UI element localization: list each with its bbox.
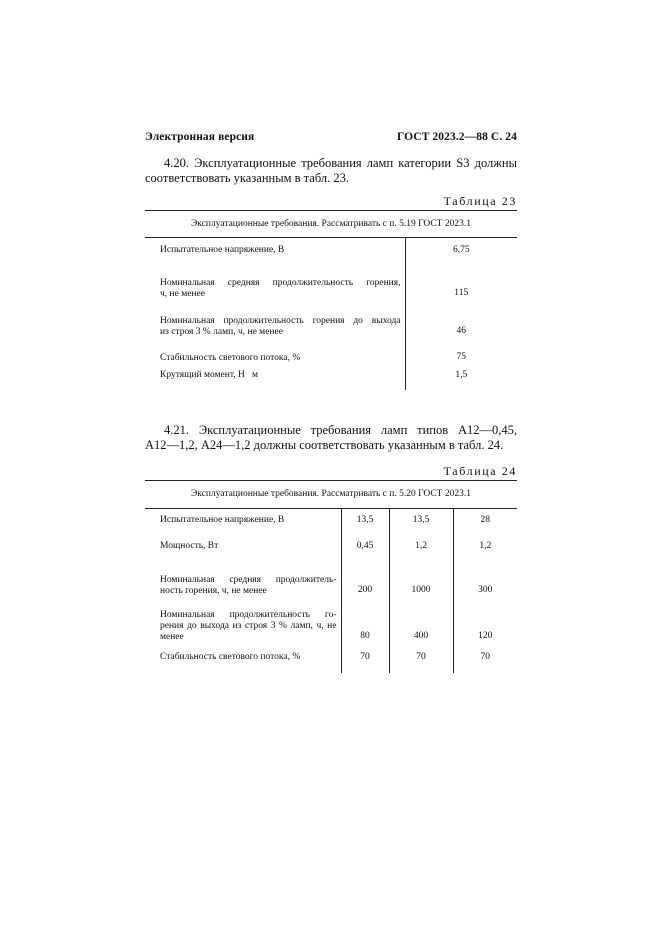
row-label: Номинальная средняя продолжительность горения, ч, не менее	[160, 277, 401, 299]
row-value: 1,2	[389, 533, 453, 561]
paragraph-line: 4.20. Эксплуатационные требования ламп категории S3 должны	[164, 156, 517, 170]
row-label: Номинальная продолжительность горения до выхода из строя 3 % ламп, ч, не менее	[160, 315, 401, 337]
row-value: 115	[405, 264, 517, 300]
running-header-right: ГОСТ 2023.2—88 С. 24	[396, 131, 517, 143]
table-24	[145, 480, 517, 673]
row-label: Крутящий момент, Н м	[160, 369, 259, 380]
row-value: 13,5	[389, 509, 453, 533]
table-row	[145, 364, 517, 390]
paragraph-4-21	[145, 423, 517, 453]
table-row	[145, 597, 517, 643]
row-value: 0,45	[341, 533, 389, 561]
paragraph-line: 4.21. Эксплуатационные требования ламп типов А12—0,45,	[164, 423, 517, 437]
table-header-cell: Эксплуатационные требования. Рассматривать с п. 5.20 ГОСТ 2023.1	[145, 481, 517, 509]
row-label: Стабильность светового потока, %	[160, 651, 301, 662]
row-value: 70	[389, 643, 453, 673]
table-23	[145, 210, 517, 390]
table-row	[145, 238, 517, 264]
paragraph-4-20	[145, 156, 517, 186]
row-label: Номинальная продолжительность го- рения до выхода из строя 3 % ламп, ч, не менее	[160, 609, 337, 642]
table-24-caption: Таблица 24	[443, 464, 517, 478]
row-value: 13,5	[341, 509, 389, 533]
row-value: 1,5	[405, 364, 517, 390]
row-value: 46	[405, 300, 517, 338]
paragraph-line: соответствовать указанным в табл. 23.	[145, 171, 349, 185]
row-value: 80	[341, 597, 389, 643]
table-row	[145, 338, 517, 364]
table-row	[145, 533, 517, 561]
row-value: 70	[453, 643, 517, 673]
row-label: Мощность, Вт	[160, 541, 219, 551]
running-header-left: Электронная версия	[145, 131, 255, 143]
row-value: 120	[453, 597, 517, 643]
row-value: 1,2	[453, 533, 517, 561]
table-row	[145, 509, 517, 533]
row-value: 200	[341, 561, 389, 597]
table-row	[145, 264, 517, 300]
table-row	[145, 643, 517, 673]
row-value: 70	[341, 643, 389, 673]
table-header-cell: Эксплуатационные требования. Рассматривать с п. 5.19 ГОСТ 2023.1	[145, 211, 517, 238]
row-label: Номинальная средняя продолжитель- ность горения, ч, не менее	[160, 574, 337, 596]
table-row	[145, 300, 517, 338]
table-header-row	[145, 211, 517, 238]
row-value: 75	[405, 338, 517, 364]
table-header-row	[145, 481, 517, 509]
row-label: Испытательное напряжение, В	[160, 515, 285, 526]
row-value: 1000	[389, 561, 453, 597]
row-value: 400	[389, 597, 453, 643]
table-23-caption: Таблица 23	[443, 194, 517, 208]
table-row	[145, 561, 517, 597]
row-label: Испытательное напряжение, В	[160, 245, 285, 256]
row-value: 28	[453, 509, 517, 533]
row-value: 6,75	[405, 238, 517, 264]
row-value: 300	[453, 561, 517, 597]
paragraph-line: А12—1,2, А24—1,2 должны соответствовать указанным в табл. 24.	[145, 438, 504, 452]
row-label: Стабильность светового потока, %	[160, 352, 301, 363]
